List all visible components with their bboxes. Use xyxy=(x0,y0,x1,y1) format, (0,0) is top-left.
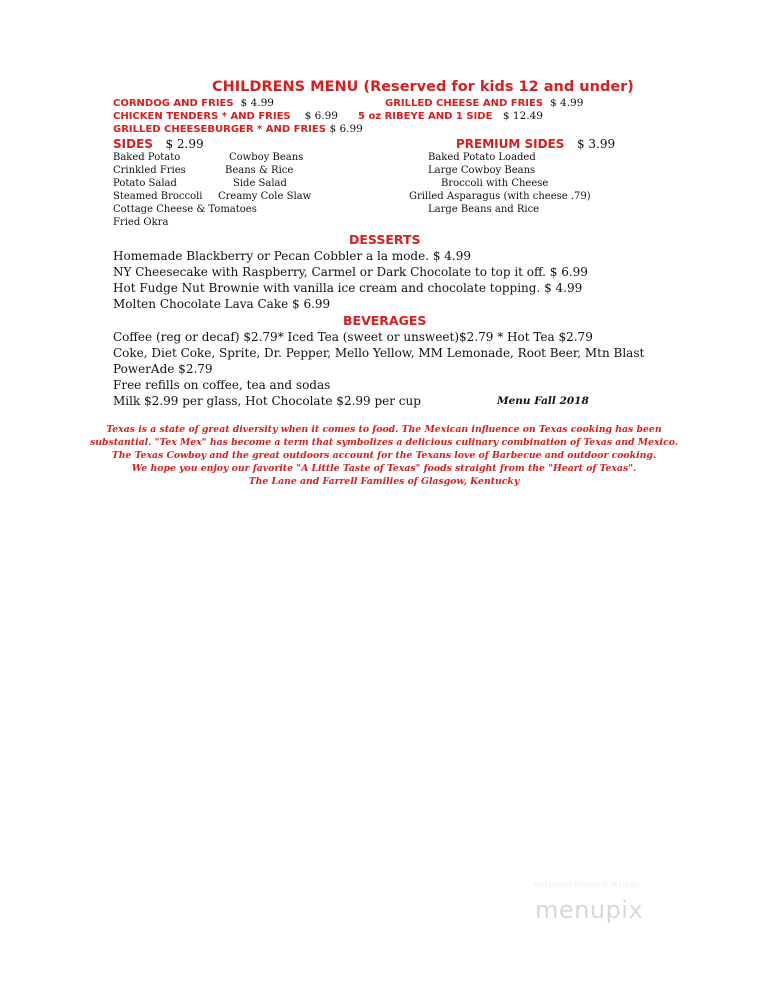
side-item: Creamy Cole Slaw xyxy=(218,191,312,202)
kids-item-price: $ 4.99 xyxy=(240,97,274,109)
premium-side-item: Baked Potato Loaded xyxy=(428,152,536,163)
premium-sides-price: $ 3.99 xyxy=(576,137,616,151)
beverage-line: Milk $2.99 per glass, Hot Chocolate $2.99 per cup xyxy=(113,394,421,408)
story-line: Texas is a state of great diversity when it comes to food. The Mexican influence on Texas cooking has been xyxy=(106,424,662,435)
side-item: Cowboy Beans xyxy=(229,152,304,163)
side-item: Fried Okra xyxy=(113,217,169,228)
beverage-line: Coffee (reg or decaf) $2.79* Iced Tea (sweet or unsweet)$2.79 * Hot Tea $2.79 xyxy=(113,330,593,344)
kids-item xyxy=(113,123,363,135)
childrens-menu-heading: CHILDRENS MENU (Reserved for kids 12 and under) xyxy=(212,79,634,95)
kids-item-price: $ 12.49 xyxy=(502,110,543,122)
beverage-line: PowerAde $2.79 xyxy=(113,362,213,376)
premium-sides-title: PREMIUM SIDES xyxy=(456,137,565,151)
sides-heading xyxy=(113,137,204,151)
beverage-line: Free refills on coffee, tea and sodas xyxy=(113,378,331,392)
kids-item xyxy=(358,110,543,122)
side-item: Beans & Rice xyxy=(225,165,294,176)
kids-item-name: CHICKEN TENDERS * AND FRIES xyxy=(113,111,291,122)
premium-side-item: Grilled Asparagus (with cheese .79) xyxy=(409,191,591,202)
kids-item-name: 5 oz RIBEYE AND 1 SIDE xyxy=(358,111,493,122)
story-line: The Lane and Farrell Families of Glasgow, Kentucky xyxy=(248,476,520,487)
kids-item-price: $ 4.99 xyxy=(550,97,584,109)
sides-title: SIDES xyxy=(113,137,153,151)
side-item: Steamed Broccoli xyxy=(113,191,203,202)
story-line: We hope you enjoy our favorite "A Little Taste of Texas" foods straight from the "Heart of Texas". xyxy=(131,463,637,474)
side-item: Crinkled Fries xyxy=(113,165,186,176)
side-item: Side Salad xyxy=(233,178,287,189)
kids-item-name: GRILLED CHEESEBURGER * AND FRIES xyxy=(113,124,326,135)
dessert-item: Homemade Blackberry or Pecan Cobbler a la mode. $ 4.99 xyxy=(113,249,472,263)
beverage-line: Coke, Diet Coke, Sprite, Dr. Pepper, Mello Yellow, MM Lemonade, Root Beer, Mtn Blast xyxy=(113,346,645,360)
kids-item-price: $ 6.99 xyxy=(329,123,363,135)
side-item: Potato Salad xyxy=(113,178,177,189)
story-line: substantial. "Tex Mex" has become a term that symbolizes a delicious culinary combination of Texas and Mexico. xyxy=(89,437,679,448)
side-item: Cottage Cheese & Tomatoes xyxy=(113,204,257,215)
kids-item xyxy=(385,97,583,109)
menu-date: Menu Fall 2018 xyxy=(497,395,589,407)
side-item: Baked Potato xyxy=(113,152,181,163)
kids-item-name: GRILLED CHEESE AND FRIES xyxy=(385,98,544,109)
story-line: The Texas Cowboy and the great outdoors account for the Texans love of Barbecue and outdoor cooking. xyxy=(111,450,657,461)
desserts-heading: DESSERTS xyxy=(349,232,421,247)
beverages-heading: BEVERAGES xyxy=(343,313,427,328)
premium-side-item: Large Cowboy Beans xyxy=(428,165,536,176)
premium-sides-heading xyxy=(456,137,615,151)
premium-side-item: Broccoli with Cheese xyxy=(441,178,549,189)
watermark-tagline: restaurant menus & reviews xyxy=(533,880,640,889)
kids-item xyxy=(113,110,338,122)
dessert-item: Molten Chocolate Lava Cake $ 6.99 xyxy=(113,297,331,311)
dessert-item: NY Cheesecake with Raspberry, Carmel or Dark Chocolate to top it off. $ 6.99 xyxy=(113,265,588,279)
dessert-item: Hot Fudge Nut Brownie with vanilla ice cream and chocolate topping. $ 4.99 xyxy=(113,281,583,295)
kids-item xyxy=(113,97,274,109)
sides-price: $ 2.99 xyxy=(165,137,204,151)
watermark-logo: menupix xyxy=(535,896,644,924)
kids-item-name: CORNDOG AND FRIES xyxy=(113,98,234,109)
kids-item-price: $ 6.99 xyxy=(304,110,338,122)
premium-side-item: Large Beans and Rice xyxy=(428,204,540,215)
